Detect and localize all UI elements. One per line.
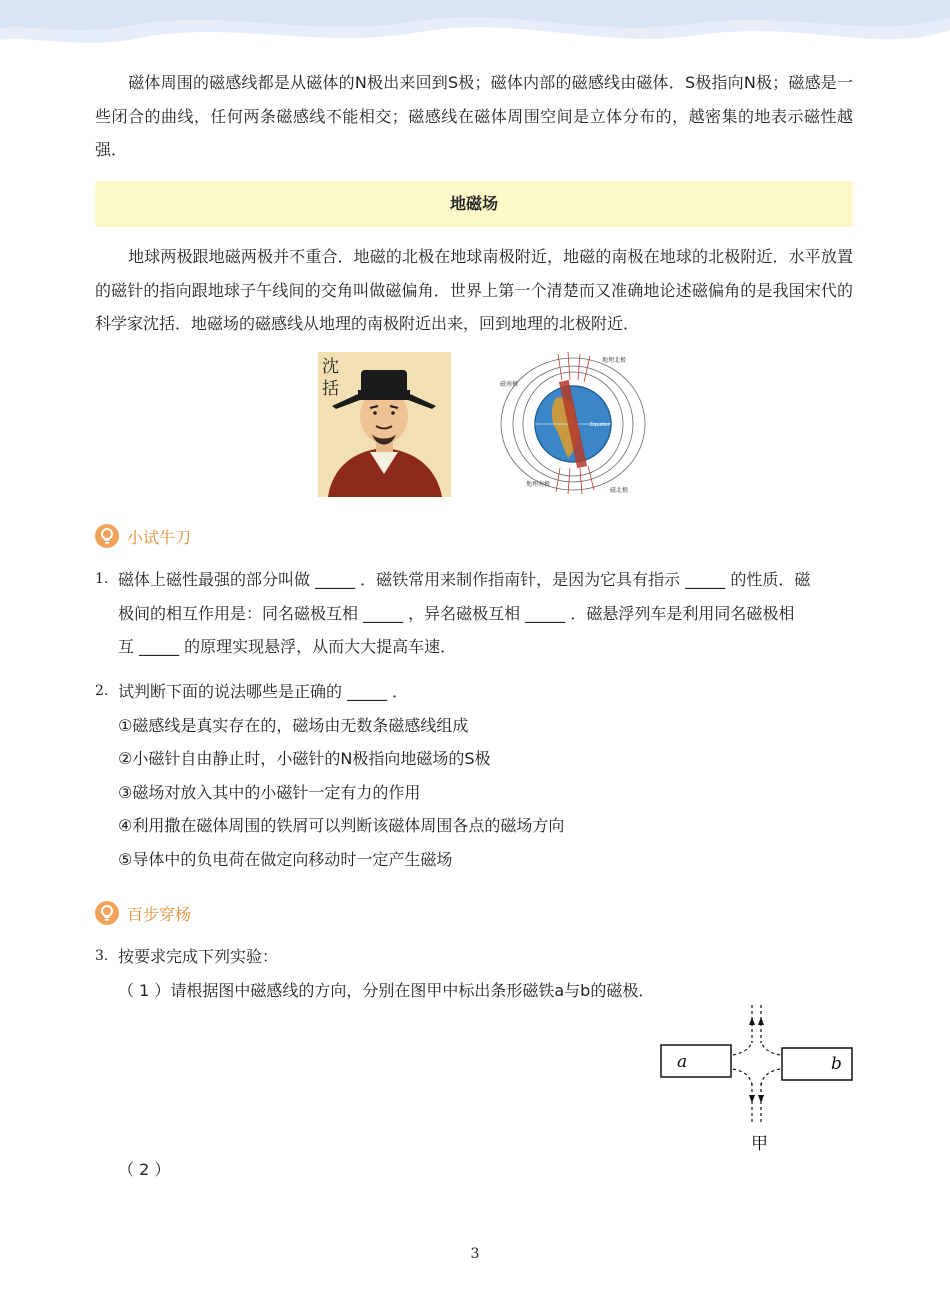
label-mag-south: 磁南极 <box>500 381 519 388</box>
q2-option: ⑤导体中的负电荷在做定向移动时一定产生磁场 <box>118 849 453 869</box>
magnet-a <box>661 1045 731 1077</box>
earth-magnetic-field-figure <box>498 350 648 496</box>
figure-label-jia: 甲 <box>751 1134 768 1154</box>
question-3-part-2: （ 2 ） <box>118 1160 171 1179</box>
q2-option: ①磁感线是真实存在的，磁场由无数条磁感线组成 <box>118 715 469 735</box>
figure-jia-magnets <box>655 1003 857 1155</box>
q2-option: ④利用撒在磁体周围的铁屑可以判断该磁体周围各点的磁场方向 <box>118 816 565 835</box>
q2-option: ③磁场对放入其中的小磁针一定有力的作用 <box>118 782 421 802</box>
field-lines <box>733 1005 780 1123</box>
question-3: 3. 按要求完成下列实验： （ 1 ）请根据图中磁感线的方向，分别在图甲中标出条形磁铁a与b的磁极． <box>95 947 655 1000</box>
question-1: 1. 磁体上磁性最强的部分叫做 _____ ．磁铁常用来制作指南针，是因为它具有指示 _____ 的性质．磁 极间的相互作用是：同名磁极互相 _____ ，异名磁极互相 _____ ．磁悬浮列车是利用同名磁极相 互 _____ 的原理实现悬浮，从而大大提高车速． <box>95 570 811 656</box>
question-2: 2. 试判断下面的说法哪些是正确的 _____ ． ①磁感线是真实存在的，磁场由无数条磁感线组成 ②小磁针自由静止时，小磁针的N极指向地磁场的S极 ③磁场对放入其中的小磁针一定有力的作用 ④利用撒在磁体周围的铁屑可以判断该磁体周围各点的磁场方向 ⑤导体中的负电荷在做定向移动时一定产生磁场 <box>95 675 855 876</box>
magnet-a-label: a <box>677 1052 688 1072</box>
label-geo-south: 地理南极 <box>526 481 551 488</box>
shen-kuo-portrait <box>318 352 451 497</box>
lightbulb-icon <box>95 901 119 925</box>
portrait-caption-1: 沈 <box>322 357 339 377</box>
portrait-caption-2: 括 <box>322 379 339 399</box>
section-title-geomagnetic: 地磁场 <box>95 181 853 227</box>
q2-option: ②小磁针自由静止时，小磁针的N极指向地磁场的S极 <box>118 749 491 768</box>
geomagnetic-paragraph: 地球两极跟地磁两极并不重合．地磁的北极在地球南极附近，地磁的南极在地球的北极附近．水平放置的磁针的指向跟地球子午线间的交角叫做磁偏角．世界上第一个清楚而又准确地论述磁偏角的是我国宋代的科学家沈括．地磁场的磁感线从地理的南极附近出来，回到地理的北极附近． <box>95 247 853 333</box>
label-geo-north: 地理北极 <box>602 357 627 364</box>
magnet-b-label: b <box>831 1054 842 1074</box>
header-wave-decoration <box>0 0 950 70</box>
page-number: 3 <box>470 1246 480 1262</box>
intro-paragraph: 磁体周围的磁感线都是从磁体的N极出来回到S极；磁体内部的磁感线由磁体．S极指向N极；磁感是一些闭合的曲线，任何两条磁感线不能相交；磁感线在磁体周围空间是立体分布的，越密集的地表示磁性越强． <box>95 73 853 159</box>
label-mag-north: 磁北极 <box>610 487 629 494</box>
section-label-challenge: 百步穿杨 <box>95 900 191 926</box>
section-label-practice: 小试牛刀 <box>95 523 191 549</box>
label-equator: Equator <box>590 422 610 428</box>
lightbulb-icon <box>95 524 119 548</box>
